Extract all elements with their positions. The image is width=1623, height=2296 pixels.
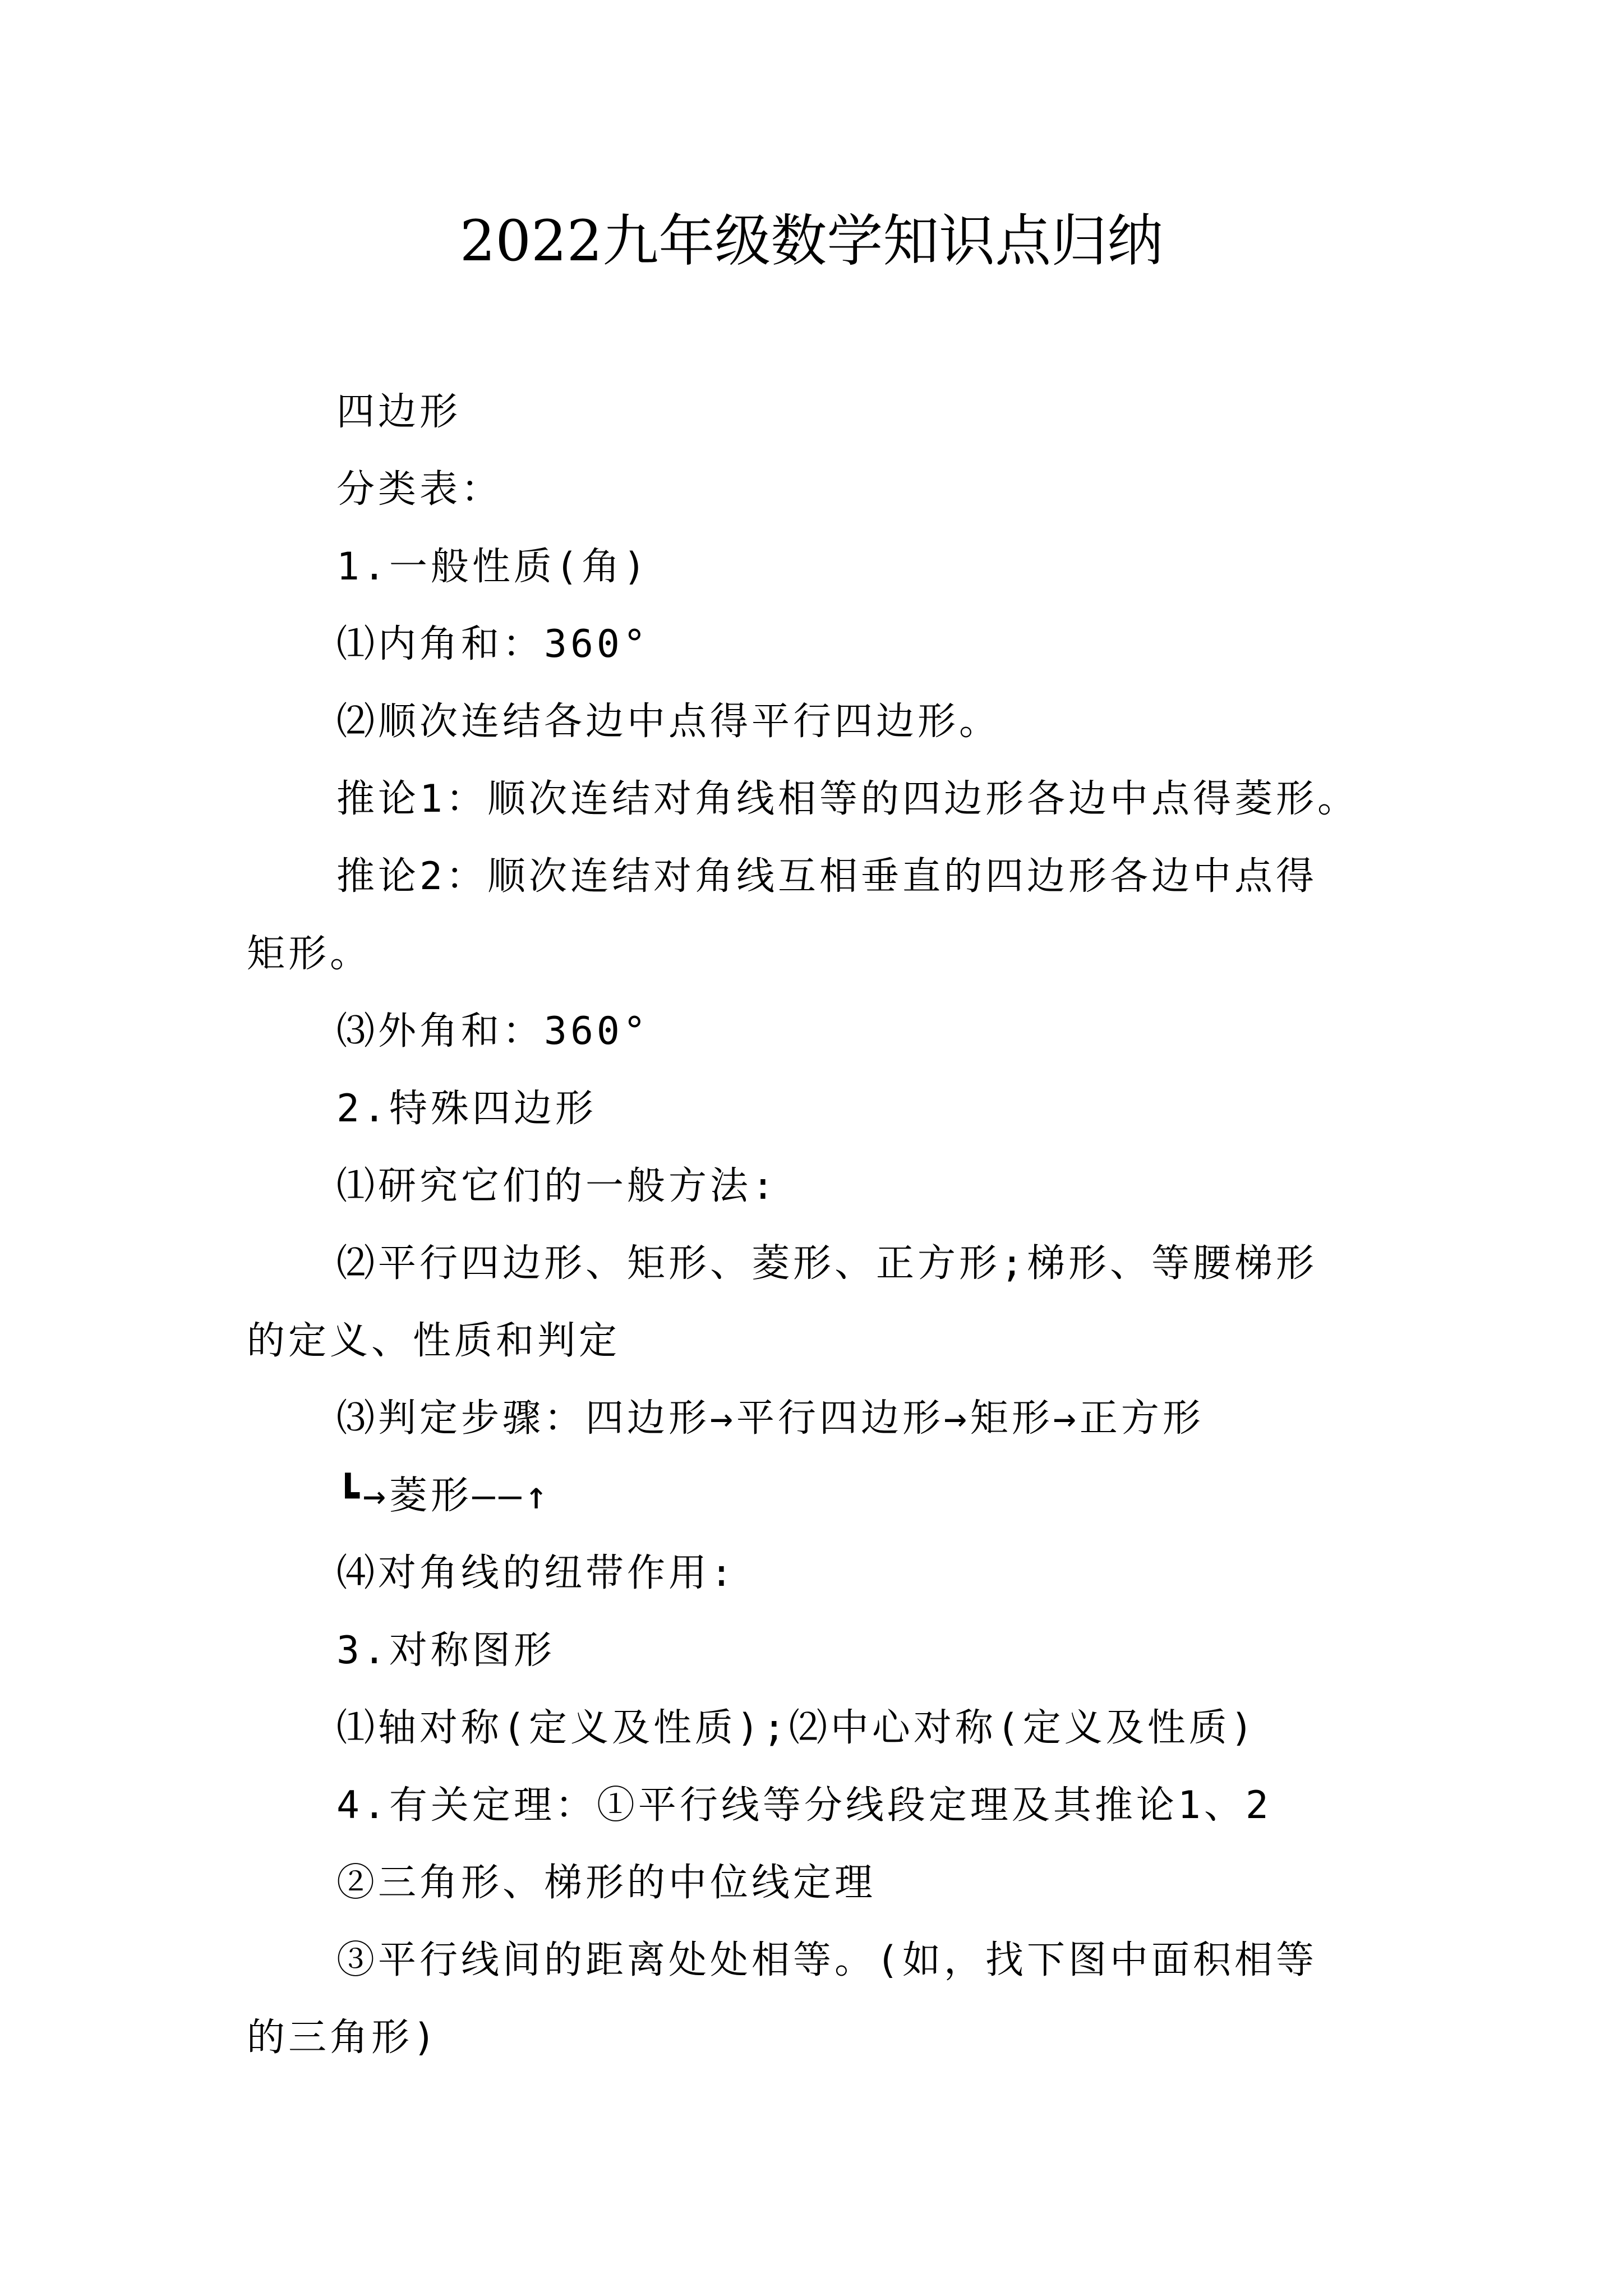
text-line: ⑴内角和：360° — [336, 622, 649, 666]
document-title: 2022九年级数学知识点归纳 — [459, 208, 1164, 274]
text-line: ⑵顺次连结各边中点得平行四边形。 — [336, 700, 1001, 744]
text-line: ⑴研究它们的一般方法: — [336, 1164, 778, 1208]
text-line: ②三角形、梯形的中位线定理 — [336, 1861, 877, 1905]
text-line: 推论2：顺次连结对角线互相垂直的四边形各边中点得 — [336, 854, 1317, 899]
text-line: ③平行线间的距离处处相等。(如，找下图中面积相等 — [336, 1938, 1317, 1982]
text-line: 矩形。 — [247, 932, 372, 976]
text-line: 四边形 — [336, 390, 462, 434]
text-line: 推论1：顺次连结对角线相等的四边形各边中点得菱形。 — [336, 777, 1359, 821]
text-line: 3.对称图形 — [336, 1628, 555, 1673]
text-line: 2.特殊四边形 — [336, 1087, 597, 1131]
text-line: ⑶外角和：360° — [336, 1009, 649, 1053]
text-line: ⑵平行四边形、矩形、菱形、正方形;梯形、等腰梯形 — [336, 1241, 1317, 1286]
text-line: ⑴轴对称(定义及性质);⑵中心对称(定义及性质) — [336, 1706, 1257, 1750]
text-line: 1.一般性质(角) — [336, 545, 649, 589]
text-line: ⑷对角线的纽带作用: — [336, 1551, 736, 1595]
text-line: 分类表： — [336, 467, 503, 512]
text-line: 的三角形) — [247, 2016, 439, 2060]
text-line: ┗→菱形——↑ — [336, 1474, 551, 1518]
text-line: ⑶判定步骤：四边形→平行四边形→矩形→正方形 — [336, 1396, 1204, 1441]
text-line: 的定义、性质和判定 — [247, 1319, 621, 1363]
text-line: 4.有关定理：①平行线等分线段定理及其推论1、2 — [336, 1783, 1272, 1828]
